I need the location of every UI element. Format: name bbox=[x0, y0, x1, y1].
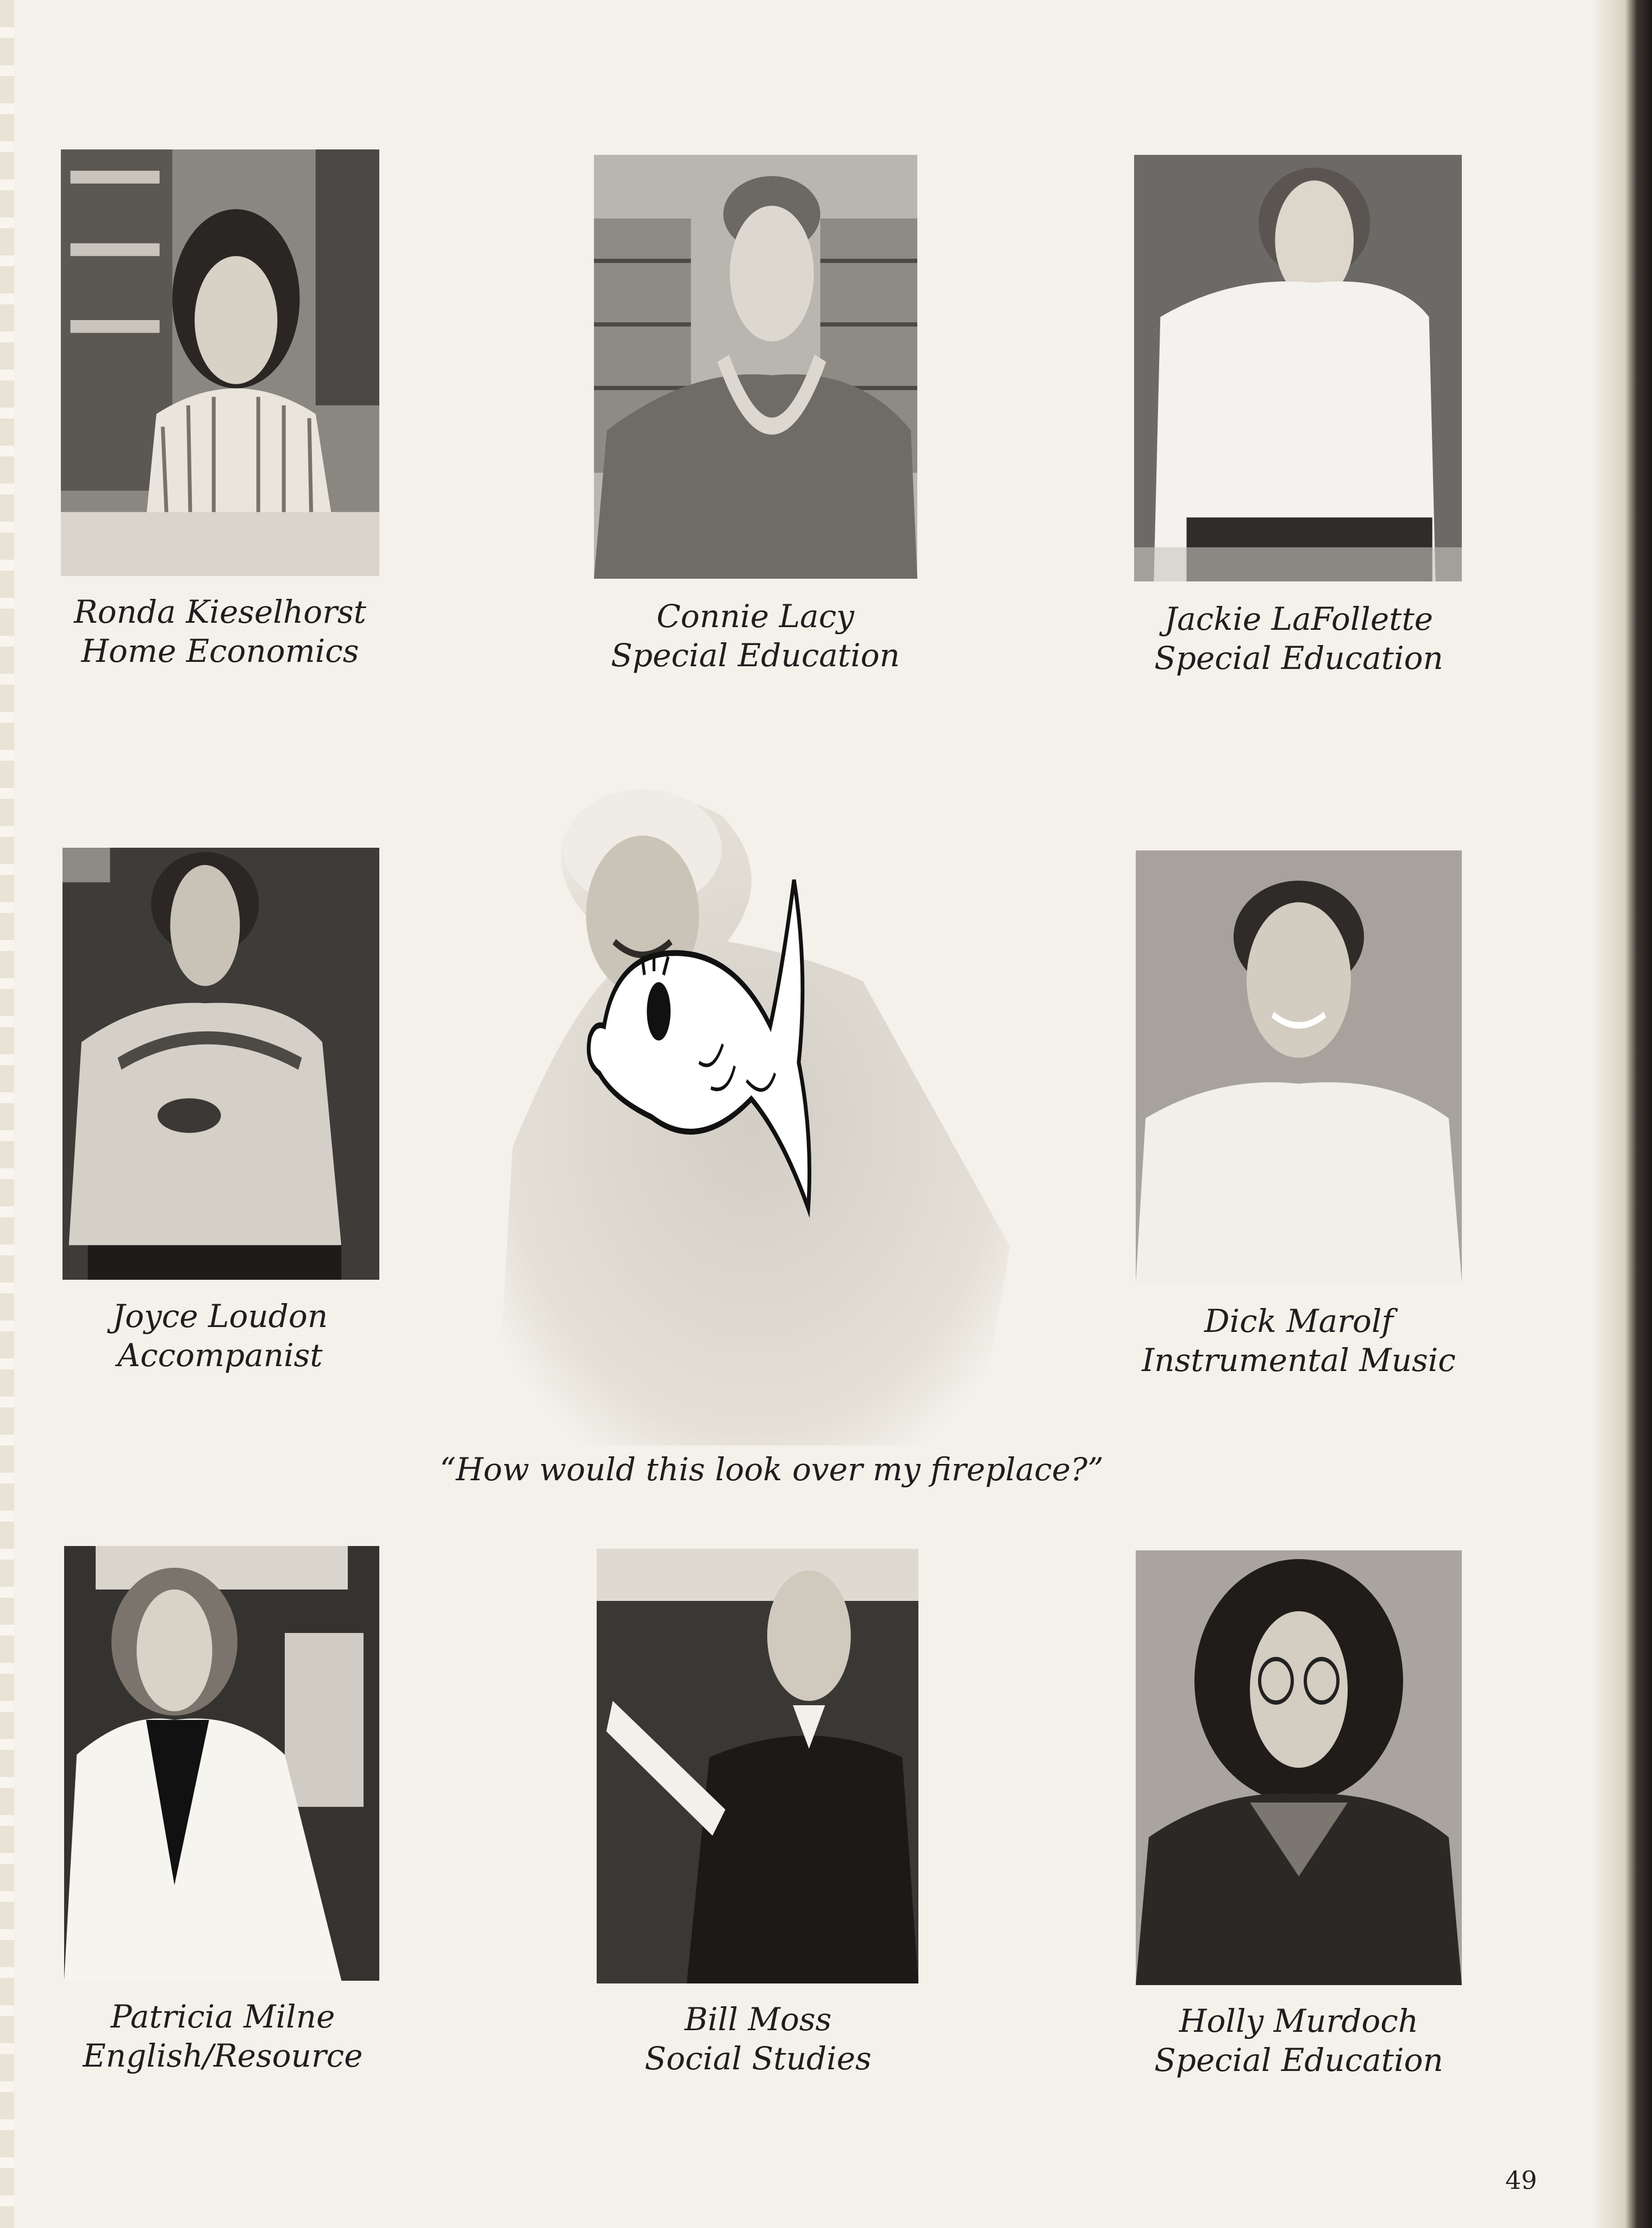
page-number: 49 bbox=[1505, 2166, 1537, 2195]
portrait-dick-marolf bbox=[1136, 850, 1462, 1282]
feature-caption: “How would this look over my fireplace?” bbox=[440, 1451, 1104, 1488]
caption-bill-moss bbox=[568, 2000, 948, 2078]
staff-name: Holly Murdoch bbox=[1179, 2002, 1419, 2039]
portrait-ronda-kieselhorst bbox=[61, 149, 379, 576]
staff-name: Patricia Milne bbox=[110, 1998, 335, 2035]
feature-photo-with-fish-drawing bbox=[467, 783, 1032, 1445]
staff-name: Jackie LaFollette bbox=[1164, 600, 1434, 637]
staff-subject: Instrumental Music bbox=[1142, 1342, 1456, 1379]
staff-subject: Accompanist bbox=[117, 1337, 323, 1374]
caption-ronda-kieselhorst bbox=[30, 592, 410, 671]
caption-holly-murdoch bbox=[1103, 2001, 1494, 2080]
staff-name: Connie Lacy bbox=[656, 598, 854, 635]
portrait-connie-lacy bbox=[594, 155, 917, 579]
portrait-jackie-lafollette bbox=[1134, 155, 1462, 581]
portrait-bill-moss bbox=[597, 1549, 918, 1983]
staff-name: Joyce Loudon bbox=[112, 1298, 328, 1335]
staff-subject: Special Education bbox=[1154, 2042, 1443, 2079]
staff-name: Bill Moss bbox=[684, 2001, 832, 2038]
staff-name: Dick Marolf bbox=[1204, 1303, 1393, 1340]
portrait-patricia-milne bbox=[64, 1546, 379, 1981]
staff-subject: Special Education bbox=[1154, 640, 1443, 677]
fish-drawing bbox=[580, 862, 818, 1226]
caption-dick-marolf bbox=[1103, 1301, 1494, 1380]
staff-subject: Home Economics bbox=[81, 633, 359, 669]
staff-subject: Social Studies bbox=[644, 2040, 872, 2077]
staff-name: Ronda Kieselhorst bbox=[73, 593, 366, 630]
staff-subject: English/Resource bbox=[83, 2037, 363, 2074]
caption-jackie-lafollette bbox=[1103, 599, 1494, 678]
page-edge-shadow bbox=[1592, 0, 1652, 2228]
staff-subject: Special Education bbox=[611, 637, 900, 674]
page-binding bbox=[0, 0, 14, 2228]
caption-joyce-loudon bbox=[30, 1297, 410, 1375]
portrait-holly-murdoch bbox=[1136, 1550, 1462, 1985]
portrait-joyce-loudon bbox=[62, 848, 379, 1280]
caption-patricia-milne bbox=[33, 1997, 413, 2075]
caption-connie-lacy bbox=[565, 597, 946, 675]
